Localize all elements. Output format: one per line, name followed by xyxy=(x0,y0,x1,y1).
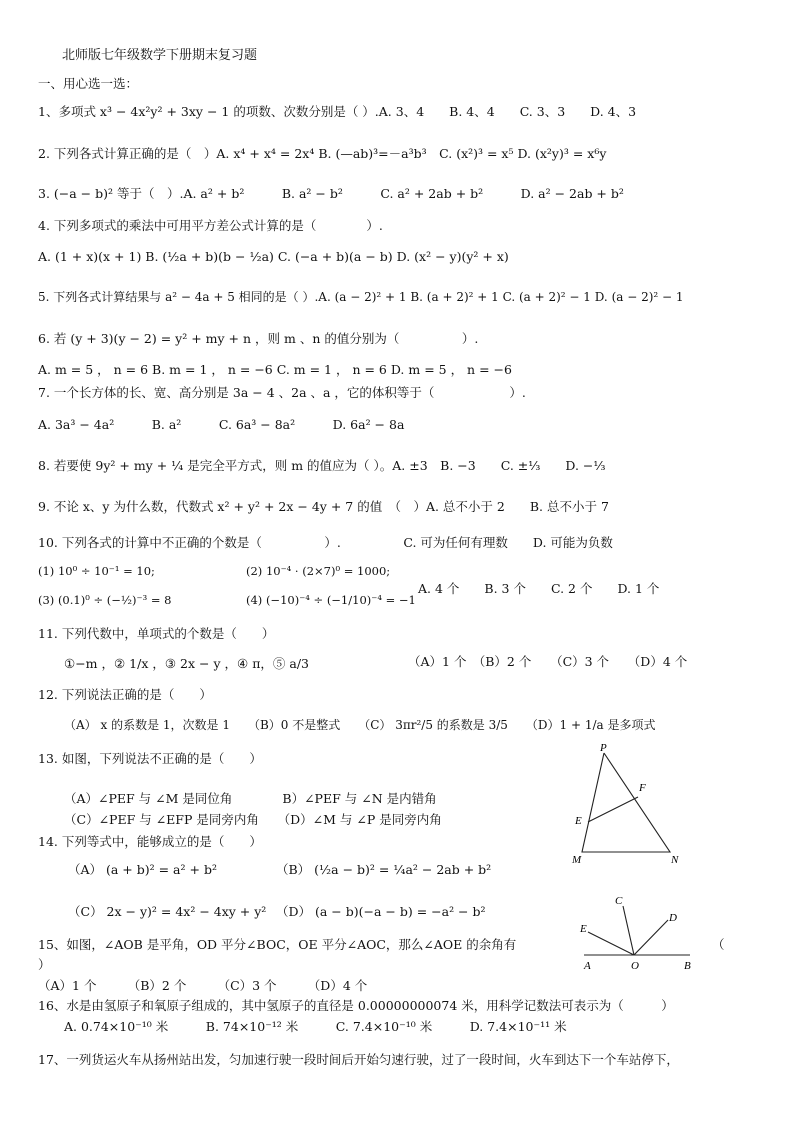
label-a: A xyxy=(584,960,591,972)
question-15: 15、如图，∠AOB 是平角，OD 平分∠BOC，OE 平分∠AOC，那么∠AOE 的余角有 xyxy=(38,937,517,952)
label-e: E xyxy=(580,923,587,935)
label-b: B xyxy=(684,960,691,972)
question-10-item-3: (3) (0.1)⁰ ÷ (−½)⁻³ = 8 xyxy=(38,593,172,607)
question-3: 3. (−a − b)² 等于（ ）.A. a² + b² B. a² − b² C. a² + 2ab + b² D. a² − 2ab + b² xyxy=(38,186,624,201)
question-10-item-1: (1) 10⁰ ÷ 10⁻¹ = 10; xyxy=(38,564,155,578)
question-14-option-b: （B） (½a − b)² = ¼a² − 2ab + b² xyxy=(276,862,492,877)
question-11-options: （A）1 个 （B）2 个 （C）3 个 （D）4 个 xyxy=(408,654,688,669)
question-8: 8. 若要使 9y² + my + ¼ 是完全平方式，则 m 的值应为（ ）。A. ±3 B. −3 C. ±⅓ D. −⅓ xyxy=(38,458,606,473)
question-14: 14. 下列等式中，能够成立的是（ ） xyxy=(38,834,262,849)
question-14-option-a: （A） (a + b)² = a² + b² xyxy=(68,862,217,877)
question-15-options: （A）1 个 （B）2 个 （C）3 个 （D）4 个 xyxy=(38,978,368,993)
question-12-options: （A） x 的系数是 1，次数是 1 （B）0 不是整式 （C） 3πr²/5 的系数是 3/5 （D）1 + 1/a 是多项式 xyxy=(64,718,656,732)
question-7-options: A. 3a³ − 4a² B. a² C. 6a³ − 8a² D. 6a² − 8a xyxy=(38,417,405,432)
question-13: 13. 如图，下列说法不正确的是（ ） xyxy=(38,751,262,766)
label-o: O xyxy=(631,960,639,972)
question-11: 11. 下列代数中，单项式的个数是（ ） xyxy=(38,626,275,641)
label-d: D xyxy=(669,912,677,924)
page-title: 北师版七年级数学下册期末复习题 xyxy=(62,48,258,63)
question-16-options: A. 0.74×10⁻¹⁰ 米 B. 74×10⁻¹² 米 C. 7.4×10⁻¹⁰ 米 D. 7.4×10⁻¹¹ 米 xyxy=(64,1019,567,1034)
question-10-item-2: (2) 10⁻⁴ · (2×7)⁰ = 1000; xyxy=(246,564,391,578)
question-7: 7. 一个长方体的长、宽、高分别是 3a − 4 、2a 、a ，它的体积等于（ ）. xyxy=(38,385,526,400)
question-9: 9. 不论 x、y 为什么数，代数式 x² + y² + 2x − 4y + 7 的值 （ ）A. 总不小于 2 B. 总不小于 7 xyxy=(38,499,609,514)
question-13-option-ab: （A）∠PEF 与 ∠M 是同位角 B）∠PEF 与 ∠N 是内错角 xyxy=(64,791,437,806)
label-n: N xyxy=(671,854,679,866)
question-10-options: A. 4 个 B. 3 个 C. 2 个 D. 1 个 xyxy=(418,581,660,596)
question-14-option-d: （D） (a − b)(−a − b) = −a² − b² xyxy=(276,904,486,919)
question-1: 1、多项式 x³ − 4x²y² + 3xy − 1 的项数、次数分别是（ ）.A. 3、4 B. 4、4 C. 3、3 D. 4、3 xyxy=(38,104,637,119)
question-10-item-4: (4) (−10)⁻⁴ ÷ (−1/10)⁻⁴ = −1 xyxy=(246,593,416,607)
angle-figure xyxy=(576,892,706,972)
triangle-figure xyxy=(566,740,688,868)
label-c: C xyxy=(615,895,623,907)
question-12: 12. 下列说法正确的是（ ） xyxy=(38,687,212,702)
question-13-option-cd: （C）∠PEF 与 ∠EFP 是同旁内角 （D）∠M 与 ∠P 是同旁内角 xyxy=(64,812,442,827)
question-11-items: ①−m ，② 1/x ，③ 2x − y ，④ π，⑤ a/3 xyxy=(64,656,309,671)
section-heading: 一、用心选一选： xyxy=(38,76,139,91)
question-5: 5. 下列各式计算结果与 a² − 4a + 5 相同的是（ ）.A. (a − 2)² + 1 B. (a + 2)² + 1 C. (a + 2)² − 1 D. (a − 2)² − 1 xyxy=(38,290,684,304)
question-15-open-paren: （ xyxy=(712,937,725,952)
question-6: 6. 若 (y + 3)(y − 2) = y² + my + n ，则 m 、n 的值分别为（ ）. xyxy=(38,331,479,346)
label-f: F xyxy=(639,782,646,794)
label-e: E xyxy=(575,815,582,827)
question-15-close-paren: ） xyxy=(38,957,51,972)
question-17: 17、一列货运火车从扬州站出发，匀加速行驶一段时间后开始匀速行驶，过了一段时间，火车到达下一个车站停下， xyxy=(38,1052,679,1067)
question-16: 16、水是由氢原子和氧原子组成的，其中氢原子的直径是 0.00000000074 米，用科学记数法可表示为（ ） xyxy=(38,998,674,1013)
question-6-options: A. m = 5 ， n = 6 B. m = 1 ， n = −6 C. m = 1 ， n = 6 D. m = 5 ， n = −6 xyxy=(38,362,512,377)
question-14-option-c: （C） 2x − y)² = 4x² − 4xy + y² xyxy=(68,904,267,919)
question-2: 2. 下列各式计算正确的是（ ）A. x⁴ + x⁴ = 2x⁴ B. (—ab)³=－a³b³ C. (x²)³ = x⁵ D. (x²y)³ = x⁶y xyxy=(38,146,607,161)
label-m: M xyxy=(572,854,582,866)
question-4: 4. 下列多项式的乘法中可用平方差公式计算的是（ ）. xyxy=(38,218,383,233)
question-10: 10. 下列各式的计算中不正确的个数是（ ）. C. 可为任何有理数 D. 可能为负数 xyxy=(38,535,613,550)
label-p: P xyxy=(600,742,607,754)
question-4-options: A. (1 + x)(x + 1) B. (½a + b)(b − ½a) C. (−a + b)(a − b) D. (x² − y)(y² + x) xyxy=(38,249,509,264)
